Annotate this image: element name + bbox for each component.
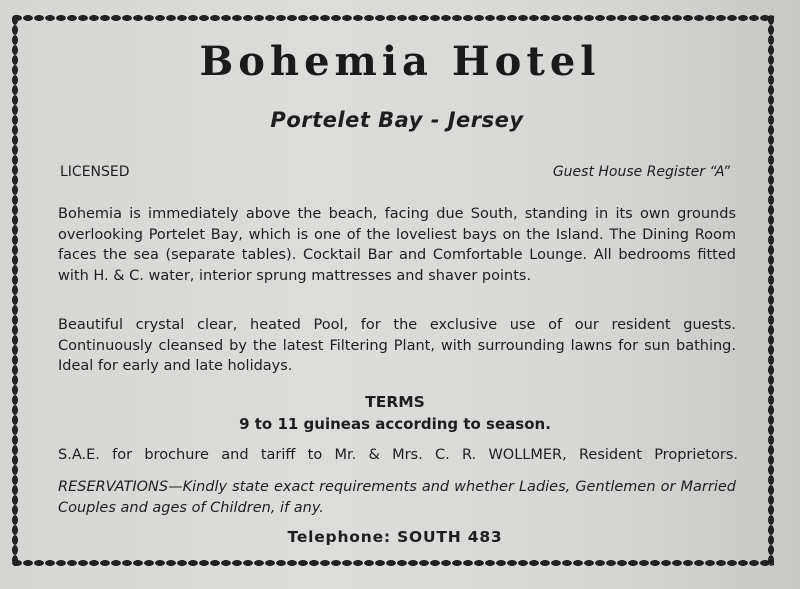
terms-value: 9 to 11 guineas according to season. — [239, 415, 551, 433]
pool-paragraph: Beautiful crystal clear, heated Pool, for the exclusive use of our resident guests. Continuously cleansed by the latest Filtering Plant, with surrounding lawns for sun bathing. Ideal for early and late holidays. — [58, 317, 736, 374]
decorative-border-left — [12, 15, 18, 566]
decorative-border-top — [12, 15, 774, 21]
decorative-border-right — [768, 15, 774, 566]
licensed-label: LICENSED — [60, 164, 130, 180]
description-paragraph: Bohemia is immediately above the beach, facing due South, standing in its own grounds overlooking Portelet Bay, which is one of the loveliest bays on the Island. The Dining Room faces the sea (separate tables). Cocktail Bar and Comfortable Lounge. All bedrooms fitted with H. & C. water, interior sprung mattresses and shaver points. — [58, 206, 736, 284]
telephone-number: Telephone: SOUTH 483 — [287, 528, 503, 546]
register-label: Guest House Register “A” — [552, 164, 730, 180]
hotel-location: Portelet Bay - Jersey — [270, 108, 524, 132]
reservations-note: RESERVATIONS—Kindly state exact requirements and whether Ladies, Gentlemen or Married Couples and ages of Children, if any. — [58, 479, 736, 516]
brochure-note: S.A.E. for brochure and tariff to Mr. & Mrs. C. R. WOLLMER, Resident Proprietors. — [58, 447, 738, 463]
hotel-title: Bohemia Hotel — [199, 38, 601, 85]
terms-heading: TERMS — [365, 393, 425, 411]
decorative-border-bottom — [12, 560, 774, 566]
